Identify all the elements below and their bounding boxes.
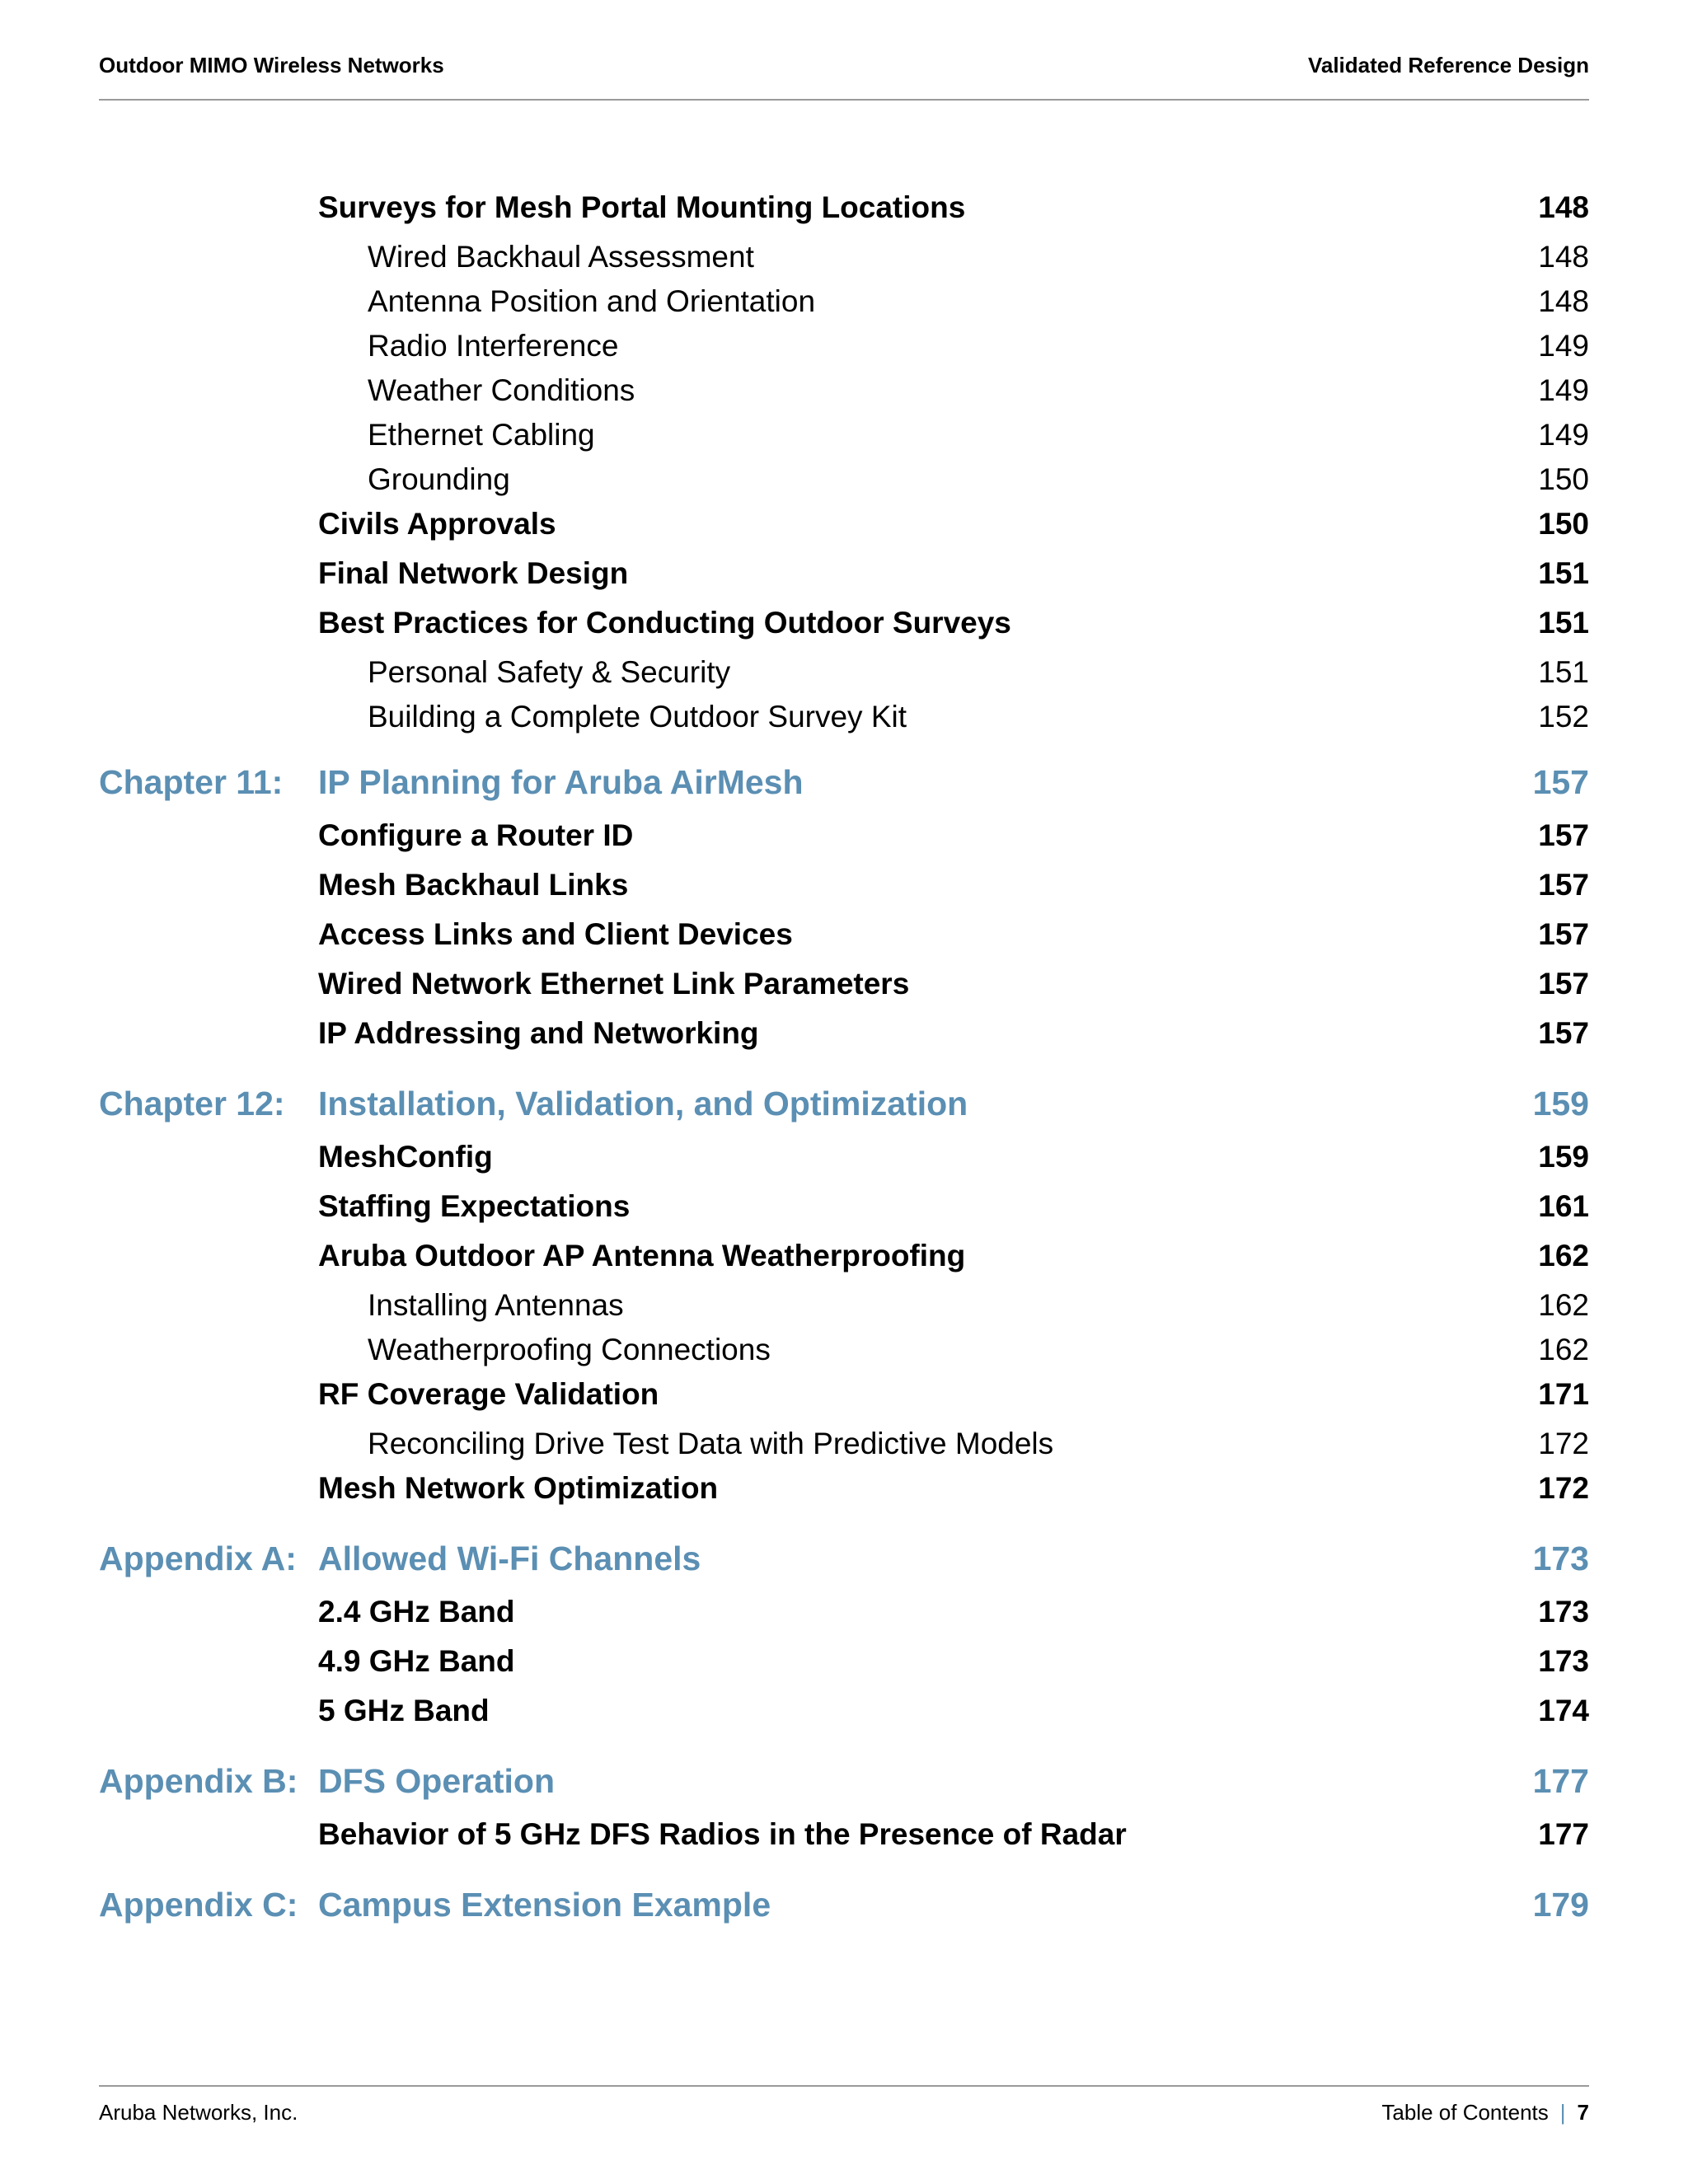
toc-subsection-row[interactable] [99,371,1589,415]
toc-section-row[interactable] [99,504,1589,554]
toc-page-number: 177 [1538,1817,1589,1851]
footer-separator: | [1559,2100,1566,2125]
toc-section-title: Best Practices for Conducting Outdoor Surveys [318,606,1011,640]
toc-chapter-title: Installation, Validation, and Optimization [318,1085,968,1122]
toc-section-row[interactable] [99,603,1589,653]
toc-section-row[interactable] [99,554,1589,603]
toc-subsection-row[interactable] [99,460,1589,504]
toc-chapter-label: Chapter 12: [99,1085,285,1122]
toc-subsection-title: Wired Backhaul Assessment [368,240,754,274]
toc-section-row[interactable] [99,1592,1589,1642]
toc-subsection-title: Building a Complete Outdoor Survey Kit [368,700,907,733]
toc-subsection-title: Antenna Position and Orientation [368,284,816,318]
toc-page-number: 172 [1538,1471,1589,1505]
toc-page-number: 152 [1538,700,1589,733]
toc-page-number: 171 [1538,1377,1589,1411]
toc-page-number: 151 [1538,606,1589,640]
toc-page-number: 157 [1538,818,1589,852]
toc-section-row[interactable] [99,1236,1589,1286]
toc-page-number: 149 [1538,329,1589,363]
toc-page-number: 157 [1538,917,1589,951]
toc-section-row[interactable] [99,1691,1589,1741]
toc-subsection-row[interactable] [99,697,1589,742]
toc-section-title: 5 GHz Band [318,1694,490,1727]
toc-page-number: 173 [1538,1644,1589,1678]
toc-page-number: 172 [1538,1427,1589,1460]
toc-section-row[interactable] [99,1642,1589,1691]
toc-subsection-title: Grounding [368,462,510,496]
toc-section-title: Staffing Expectations [318,1189,631,1223]
toc-page-number: 179 [1532,1886,1589,1924]
toc-subsection-title: Weather Conditions [368,373,635,407]
toc-subsection-row[interactable] [99,326,1589,371]
toc-page-number: 150 [1538,462,1589,496]
toc-chapter-row[interactable] [99,1760,1589,1815]
toc-section-title: Configure a Router ID [318,818,634,852]
toc-section-title: RF Coverage Validation [318,1377,659,1411]
toc-section-row[interactable] [99,1137,1589,1187]
toc-subsection-row[interactable] [99,415,1589,460]
toc-section-title: Surveys for Mesh Portal Mounting Locations [318,190,966,224]
toc-page-number: 148 [1538,190,1589,224]
toc-subsection-row[interactable] [99,1286,1589,1330]
toc-section-row[interactable] [99,915,1589,964]
toc-page-number: 162 [1538,1288,1589,1322]
toc-section-title: Mesh Backhaul Links [318,868,629,902]
toc-page-number: 162 [1538,1239,1589,1272]
page-footer [99,2085,1589,2128]
toc-section-row[interactable] [99,1469,1589,1518]
toc-page-number: 173 [1538,1595,1589,1629]
toc-chapter-label: Appendix C: [99,1886,298,1924]
page-header [99,49,1589,101]
toc-section-row[interactable] [99,964,1589,1014]
toc-subsection-title: Reconciling Drive Test Data with Predictive Models [368,1427,1054,1460]
toc-section-row[interactable] [99,816,1589,865]
footer-section-label: Table of Contents [1381,2100,1549,2125]
toc-page-number: 148 [1538,240,1589,274]
toc-subsection-row[interactable] [99,282,1589,326]
toc-chapter-row[interactable] [99,762,1589,816]
toc-section-title: Behavior of 5 GHz DFS Radios in the Presence of Radar [318,1817,1127,1851]
toc-page-number: 177 [1532,1762,1589,1800]
toc-page-number: 157 [1532,763,1589,801]
toc-chapter-title: Campus Extension Example [318,1886,771,1924]
footer-page-number: 7 [1577,2100,1589,2125]
toc-section-row[interactable] [99,1375,1589,1424]
toc-section-title: 4.9 GHz Band [318,1644,515,1678]
toc-section-row[interactable] [99,1187,1589,1236]
toc-subsection-row[interactable] [99,237,1589,282]
toc-subsection-row[interactable] [99,1424,1589,1469]
toc-page-number: 151 [1538,655,1589,689]
table-of-contents [99,188,1589,1938]
toc-page-number: 159 [1532,1085,1589,1122]
toc-subsection-title: Weatherproofing Connections [368,1333,771,1366]
toc-section-title: Wired Network Ethernet Link Parameters [318,967,910,1001]
toc-page-number: 174 [1538,1694,1589,1727]
toc-page-number: 159 [1538,1140,1589,1174]
toc-section-row[interactable] [99,1815,1589,1864]
toc-chapter-label: Appendix B: [99,1762,298,1800]
toc-section-row[interactable] [99,865,1589,915]
toc-chapter-row[interactable] [99,1884,1589,1938]
toc-chapter-title: DFS Operation [318,1762,556,1800]
toc-subsection-title: Ethernet Cabling [368,418,595,452]
header-document-title: Outdoor MIMO Wireless Networks [99,53,444,77]
toc-chapter-title: IP Planning for Aruba AirMesh [318,763,804,801]
footer-company: Aruba Networks, Inc. [99,2100,298,2125]
toc-subsection-title: Radio Interference [368,329,619,363]
toc-chapter-row[interactable] [99,1083,1589,1137]
toc-page-number: 157 [1538,967,1589,1001]
toc-subsection-row[interactable] [99,653,1589,697]
toc-chapter-label: Chapter 11: [99,763,284,801]
toc-section-title: IP Addressing and Networking [318,1016,759,1050]
toc-page-number: 149 [1538,418,1589,452]
toc-page-number: 157 [1538,1016,1589,1050]
toc-section-row[interactable] [99,188,1589,237]
toc-subsection-title: Personal Safety & Security [368,655,731,689]
toc-section-title: Final Network Design [318,556,629,590]
toc-section-title: Civils Approvals [318,507,556,541]
toc-page-number: 148 [1538,284,1589,318]
toc-subsection-row[interactable] [99,1330,1589,1375]
toc-page-number: 173 [1532,1540,1589,1577]
toc-section-title: Aruba Outdoor AP Antenna Weatherproofing [318,1239,966,1272]
toc-chapter-title: Allowed Wi-Fi Channels [318,1540,701,1577]
header-document-type: Validated Reference Design [1307,53,1589,77]
toc-chapter-label: Appendix A: [99,1540,297,1577]
toc-page-number: 157 [1538,868,1589,902]
toc-page-number: 162 [1538,1333,1589,1366]
toc-page-number: 161 [1538,1189,1589,1223]
toc-chapter-row[interactable] [99,1538,1589,1592]
toc-section-row[interactable] [99,1014,1589,1063]
toc-page-number: 150 [1538,507,1589,541]
toc-page-number: 151 [1538,556,1589,590]
toc-section-title: Access Links and Client Devices [318,917,793,951]
toc-section-title: 2.4 GHz Band [318,1595,515,1629]
toc-section-title: Mesh Network Optimization [318,1471,719,1505]
footer-section [1381,2100,1589,2125]
toc-section-title: MeshConfig [318,1140,493,1174]
toc-subsection-title: Installing Antennas [368,1288,624,1322]
toc-page-number: 149 [1538,373,1589,407]
